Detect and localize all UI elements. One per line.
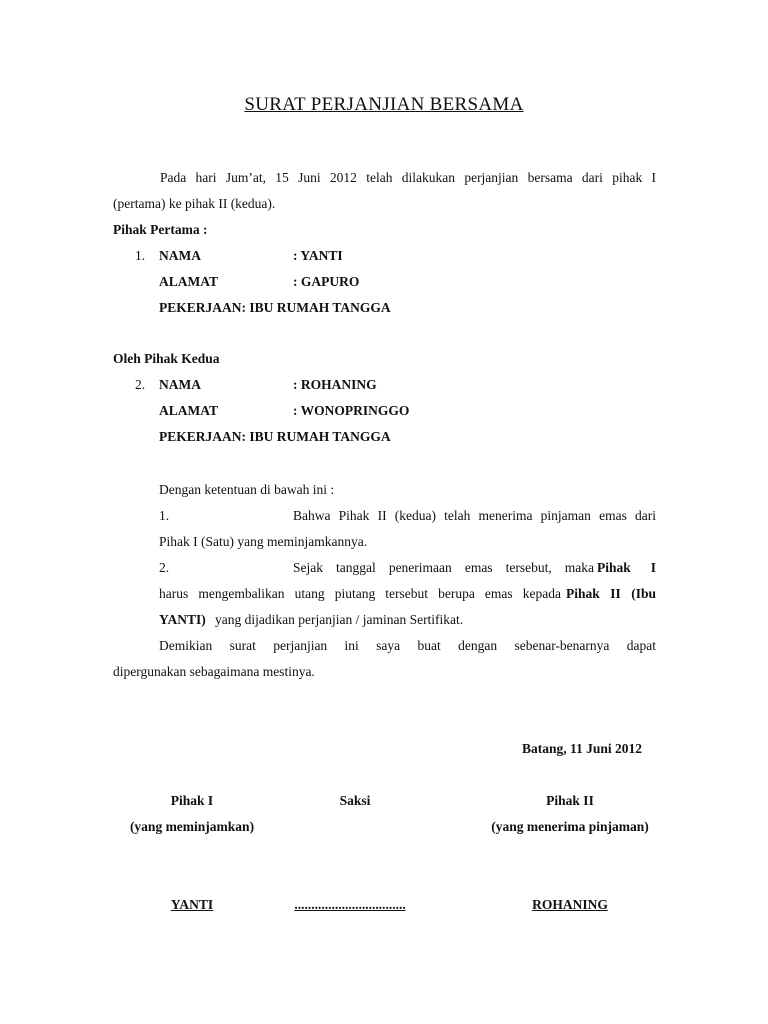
ketentuan-item-2-line-3: yang dijadikan perjanjian / jaminan Sertifikat. [215, 612, 464, 627]
ketentuan-intro: Dengan ketentuan di bawah ini : [159, 482, 335, 497]
ketentuan-item-1-number: 1. [159, 508, 170, 523]
document-title: SURAT PERJANJIAN BERSAMA [244, 94, 524, 115]
pihak-kedua-pekerjaan: PEKERJAAN: IBU RUMAH TANGGA [159, 429, 391, 444]
ketentuan-item-2-pihak-i: Pihak I [597, 560, 656, 575]
ketentuan-item-2-number: 2. [159, 560, 170, 575]
ketentuan-item-2-yanti: YANTI) [159, 612, 206, 627]
pihak-pertama-alamat-label: ALAMAT [159, 274, 218, 289]
closing-line-1: Demikian surat perjanjian ini saya buat dengan sebenar-benarnya dapat [159, 638, 656, 653]
ketentuan-item-2-line-1: Sejak tanggal penerimaan emas tersebut, maka [293, 560, 594, 575]
signature-pihak-2-name: ROHANING [532, 897, 608, 912]
pihak-kedua-number: 2. [135, 377, 146, 392]
pihak-pertama-pekerjaan: PEKERJAAN: IBU RUMAH TANGGA [159, 300, 391, 315]
signature-pihak-1-role: (yang meminjamkan) [129, 819, 255, 834]
pihak-pertama-alamat-value: : GAPURO [293, 274, 360, 289]
closing-line-2: dipergunakan sebagaimana mestinya. [113, 664, 315, 679]
ketentuan-item-1-line-2: Pihak I (Satu) yang meminjamkannya. [159, 534, 368, 549]
intro-line-1: Pada hari Jum’at, 15 Juni 2012 telah dilakukan perjanjian bersama dari pihak I [160, 170, 656, 185]
ketentuan-item-1-line-1: Bahwa Pihak II (kedua) telah menerima pinjaman emas dari [293, 508, 656, 523]
pihak-kedua-alamat-label: ALAMAT [159, 403, 218, 418]
pihak-pertama-nama-label: NAMA [159, 248, 201, 263]
pihak-kedua-nama-value: : ROHANING [293, 377, 377, 392]
signature-pihak-2-role: (yang menerima pinjaman) [491, 819, 649, 834]
signature-saksi-name: ................................. [294, 897, 406, 912]
pihak-kedua-alamat-value: : WONOPRINGGO [293, 403, 410, 418]
signature-saksi-label: Saksi [339, 793, 371, 808]
signature-pihak-1-label: Pihak I [170, 793, 214, 808]
signature-pihak-2-label: Pihak II [546, 793, 594, 808]
pihak-pertama-heading: Pihak Pertama : [113, 222, 208, 237]
signature-pihak-1-name: YANTI [170, 897, 214, 912]
pihak-kedua-heading: Oleh Pihak Kedua [113, 351, 220, 366]
pihak-pertama-nama-value: : YANTI [293, 248, 343, 263]
ketentuan-item-2-pihak-ii: Pihak II (Ibu [566, 586, 656, 601]
place-date: Batang, 11 Juni 2012 [522, 741, 643, 756]
pihak-pertama-number: 1. [135, 248, 146, 263]
intro-line-2: (pertama) ke pihak II (kedua). [113, 196, 276, 211]
pihak-kedua-nama-label: NAMA [159, 377, 201, 392]
ketentuan-item-2-line-2: harus mengembalikan utang piutang tersebut berupa emas kepada [159, 586, 561, 601]
